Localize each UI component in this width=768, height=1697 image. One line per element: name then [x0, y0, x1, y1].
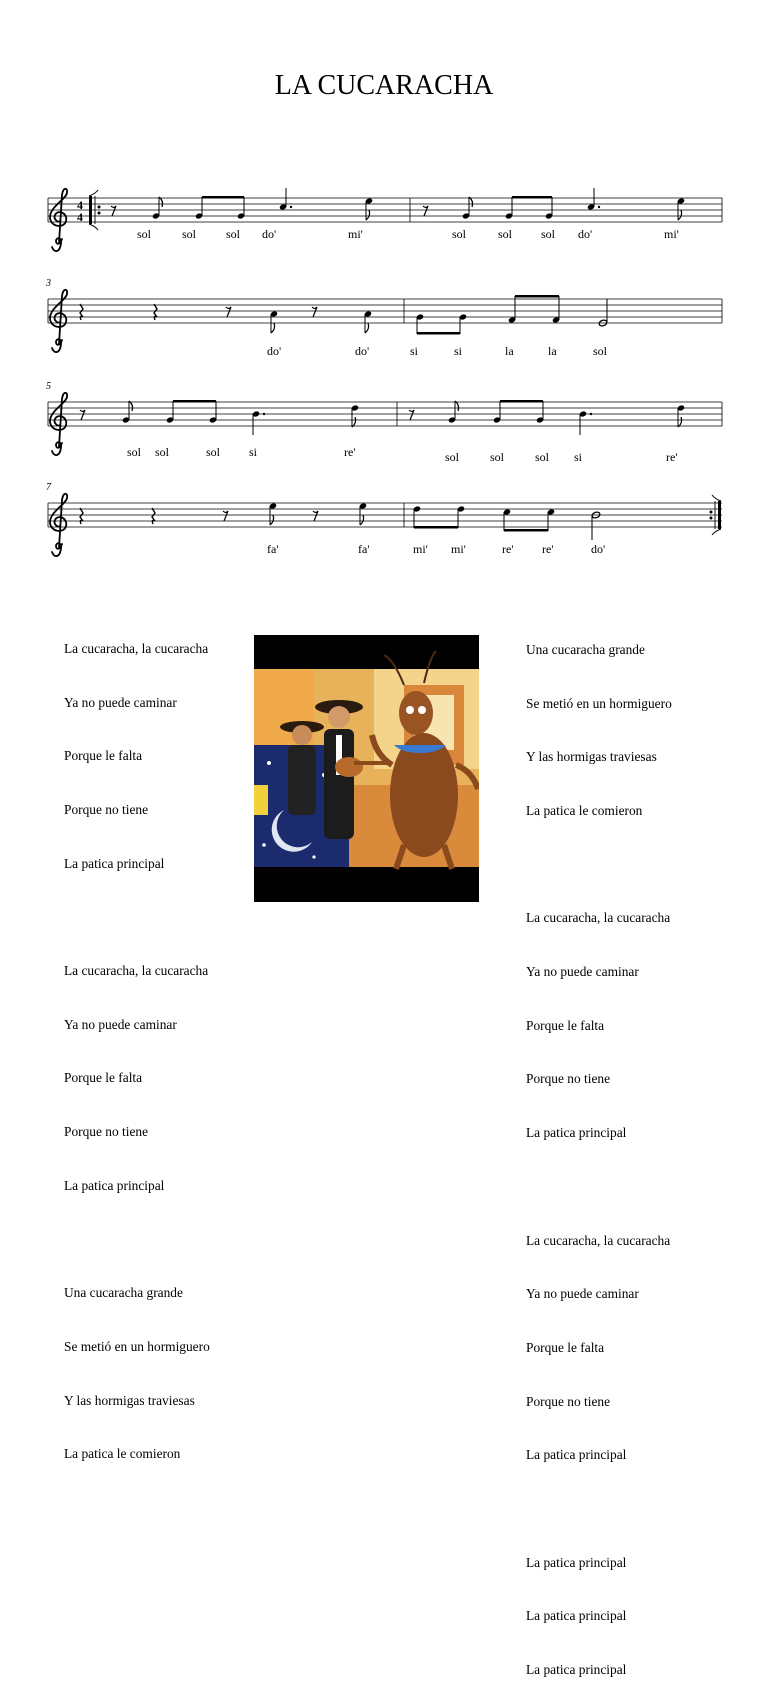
- lyric-line: La cucaracha, la cucaracha: [64, 963, 209, 979]
- lyric-line: Se metió en un hormiguero: [526, 695, 672, 711]
- lyric-line: Porque le falta: [64, 748, 143, 764]
- measure-3: [80, 304, 372, 333]
- syllable: do': [591, 542, 606, 556]
- cartoon-image: [254, 635, 479, 902]
- lyric-line: La patica principal: [526, 1554, 627, 1570]
- syllable: si: [454, 344, 463, 358]
- lyrics-right: [526, 605, 672, 1697]
- time-sig-top: 4: [77, 198, 83, 212]
- lyric-line: Se metió en un hormiguero: [64, 1338, 210, 1354]
- lyric-line: Porque no tiene: [526, 1071, 611, 1087]
- syllable: mi': [413, 542, 428, 556]
- lyric-line: Porque no tiene: [526, 1393, 611, 1409]
- lyric-line: La patica principal: [526, 1608, 627, 1624]
- lyric-line: Ya no puede caminar: [526, 1286, 639, 1302]
- syllable: si: [574, 450, 583, 464]
- syllable: sol: [593, 344, 608, 358]
- lyric-line: Ya no puede caminar: [526, 964, 639, 980]
- lyric-line: Y las hormigas traviesas: [526, 749, 657, 765]
- lyric-line: Porque le falta: [526, 1339, 605, 1355]
- syllable: sol: [182, 227, 197, 241]
- syllable: sol: [452, 227, 467, 241]
- syllable: re': [542, 542, 554, 556]
- lyric-line: La patica le comieron: [526, 802, 643, 818]
- lyric-line: La patica principal: [64, 855, 165, 871]
- measure-4: [416, 295, 608, 335]
- syllable: sol: [155, 445, 170, 459]
- syllable: mi': [451, 542, 466, 556]
- lyric-line: La patica principal: [526, 1447, 627, 1463]
- lyric-line: Una cucaracha grande: [526, 641, 645, 657]
- syllable: sol: [498, 227, 513, 241]
- lyric-line: La cucaracha, la cucaracha: [526, 910, 671, 926]
- syllable: sol: [206, 445, 221, 459]
- lyric-line: La cucaracha, la cucaracha: [526, 1232, 671, 1248]
- lyric-line: Y las hormigas traviesas: [64, 1392, 195, 1408]
- measure-number: 7: [46, 482, 51, 493]
- lyric-line: La patica principal: [526, 1662, 627, 1678]
- measure-number: 5: [46, 381, 51, 392]
- lyric-line: Una cucaracha grande: [64, 1285, 183, 1301]
- syllable: fa': [358, 542, 370, 556]
- system-2: [45, 278, 722, 358]
- syllable: sol: [445, 450, 460, 464]
- lyric-line: La cucaracha, la cucaracha: [64, 640, 209, 656]
- lyric-line: La patica principal: [64, 1177, 165, 1193]
- syllable: la: [505, 344, 514, 358]
- lyric-line: Ya no puede caminar: [64, 694, 177, 710]
- cockroach-illustration: [254, 635, 479, 902]
- lyric-line: Porque le falta: [526, 1017, 605, 1033]
- syllable: fa': [267, 542, 279, 556]
- syllable: sol: [226, 227, 241, 241]
- syllable: re': [502, 542, 514, 556]
- syllable: sol: [535, 450, 550, 464]
- syllable: sol: [137, 227, 152, 241]
- page-title: LA CUCARACHA: [274, 70, 494, 101]
- system-4: [46, 482, 722, 556]
- syllable: sol: [127, 445, 142, 459]
- lyric-line: Porque no tiene: [64, 1124, 149, 1140]
- measure-5: [80, 400, 359, 435]
- syllable: la: [548, 344, 557, 358]
- measure-number: 3: [46, 278, 51, 289]
- syllable: do': [267, 344, 282, 358]
- lyric-line: La patica le comieron: [64, 1446, 181, 1462]
- syllable: re': [344, 445, 356, 459]
- measure-8: [413, 505, 601, 540]
- syllable: sol: [490, 450, 505, 464]
- lyric-line: Porque no tiene: [64, 801, 149, 817]
- syllable: mi': [348, 227, 363, 241]
- syllable: re': [666, 450, 678, 464]
- system-1: [48, 188, 722, 251]
- syllable: si: [410, 344, 419, 358]
- measure-6: [409, 400, 685, 435]
- lyric-line: La patica principal: [526, 1125, 627, 1141]
- lyrics-left: [64, 604, 210, 1481]
- measure-7: [80, 502, 367, 525]
- syllable: do': [355, 344, 370, 358]
- syllable: do': [578, 227, 593, 241]
- syllable: si: [249, 445, 258, 459]
- syllable: sol: [541, 227, 556, 241]
- lyric-line: Porque le falta: [64, 1070, 143, 1086]
- sheet-music: [0, 0, 768, 580]
- syllable: mi': [664, 227, 679, 241]
- syllable: do': [262, 227, 277, 241]
- lyric-line: Ya no puede caminar: [64, 1016, 177, 1032]
- system-3: [46, 381, 722, 464]
- time-sig-bottom: 4: [77, 210, 83, 224]
